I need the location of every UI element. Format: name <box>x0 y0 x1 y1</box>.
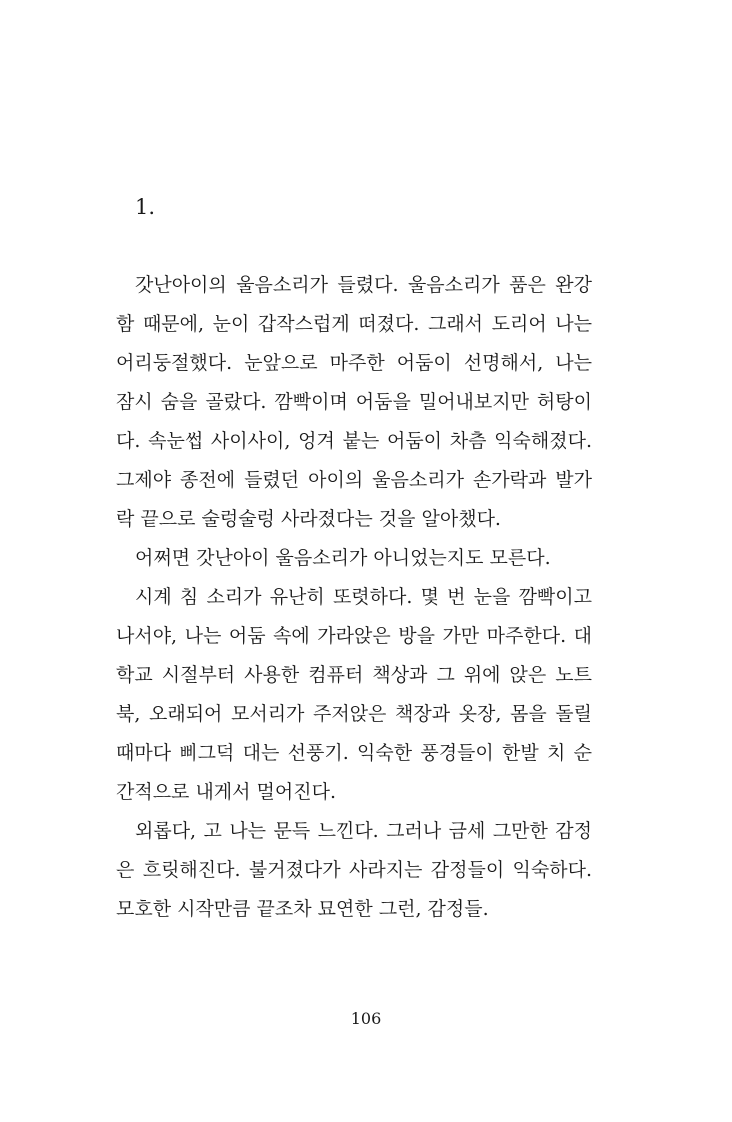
text-line: 시계 침 소리가 유난히 또렷하다. 몇 번 눈을 깜빡이고 <box>135 586 592 608</box>
text-line: 은 흐릿해진다. 불거졌다가 사라지는 감정들이 익숙하다. <box>116 859 592 881</box>
text-line: 다. 속눈썹 사이사이, 엉겨 붙는 어둠이 차츰 익숙해졌다. <box>116 430 592 452</box>
text-line: 북, 오래되어 모서리가 주저앉은 책장과 옷장, 몸을 돌릴 <box>116 703 592 725</box>
text-line: 락 끝으로 술렁술렁 사라졌다는 것을 알아챘다. <box>116 508 501 530</box>
text-line: 그제야 종전에 들렸던 아이의 울음소리가 손가락과 발가 <box>116 469 592 491</box>
text-line: 어리둥절했다. 눈앞으로 마주한 어둠이 선명해서, 나는 <box>116 352 592 374</box>
text-line: 함 때문에, 눈이 갑작스럽게 떠졌다. 그래서 도리어 나는 <box>116 313 592 335</box>
text-line: 간적으로 내게서 멀어진다. <box>116 781 337 803</box>
page-number: 106 <box>350 1009 382 1028</box>
text-line: 어쩌면 갓난아이 울음소리가 아니었는지도 모른다. <box>135 547 551 569</box>
chapter-number: 1. <box>135 195 156 219</box>
text-line: 잠시 숨을 골랐다. 깜빡이며 어둠을 밀어내보지만 허탕이 <box>116 391 592 413</box>
text-line: 나서야, 나는 어둠 속에 가라앉은 방을 가만 마주한다. 대 <box>116 625 592 647</box>
text-line: 모호한 시작만큼 끝조차 묘연한 그런, 감정들. <box>116 898 489 920</box>
text-line: 갓난아이의 울음소리가 들렸다. 울음소리가 품은 완강 <box>135 274 592 296</box>
text-line: 외롭다, 고 나는 문득 느낀다. 그러나 금세 그만한 감정 <box>135 820 592 842</box>
text-line: 학교 시절부터 사용한 컴퓨터 책상과 그 위에 앉은 노트 <box>116 664 592 686</box>
body-text <box>116 266 592 929</box>
text-line: 때마다 삐그덕 대는 선풍기. 익숙한 풍경들이 한발 치 순 <box>116 742 592 764</box>
